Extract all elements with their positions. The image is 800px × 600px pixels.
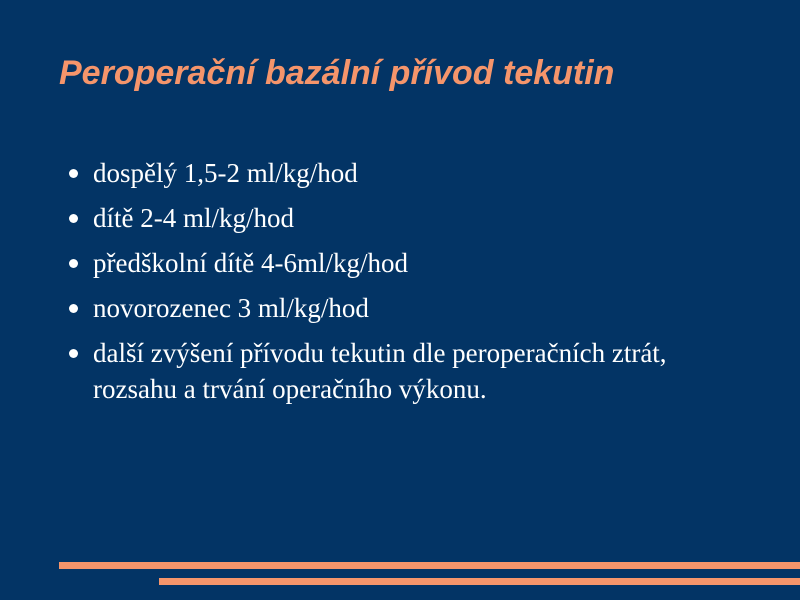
bullet-text: další zvýšení přívodu tekutin dle peroperačních ztrát, rozsahu a trvání operačního výkonu.: [93, 338, 667, 404]
bullet-item: [68, 290, 748, 326]
slide-title: Peroperační bazální přívod tekutin: [59, 54, 615, 92]
bullet-dot-icon: [69, 214, 78, 223]
bullet-item: [68, 245, 748, 281]
bullet-dot-icon: [69, 349, 78, 358]
bullet-list: [68, 155, 748, 416]
bullet-dot-icon: [69, 304, 78, 313]
bullet-item: [68, 335, 748, 407]
bullet-item: [68, 200, 748, 236]
bullet-text: novorozenec 3 ml/kg/hod: [93, 293, 369, 323]
bullet-dot-icon: [69, 169, 78, 178]
bullet-text: předškolní dítě 4-6ml/kg/hod: [93, 248, 408, 278]
bullet-text: dítě 2-4 ml/kg/hod: [93, 203, 294, 233]
bullet-item: [68, 155, 748, 191]
decorative-bar-bottom: [159, 578, 800, 585]
bullet-dot-icon: [69, 259, 78, 268]
decorative-bar-top: [59, 562, 800, 569]
bullet-text: dospělý 1,5-2 ml/kg/hod: [93, 158, 358, 188]
